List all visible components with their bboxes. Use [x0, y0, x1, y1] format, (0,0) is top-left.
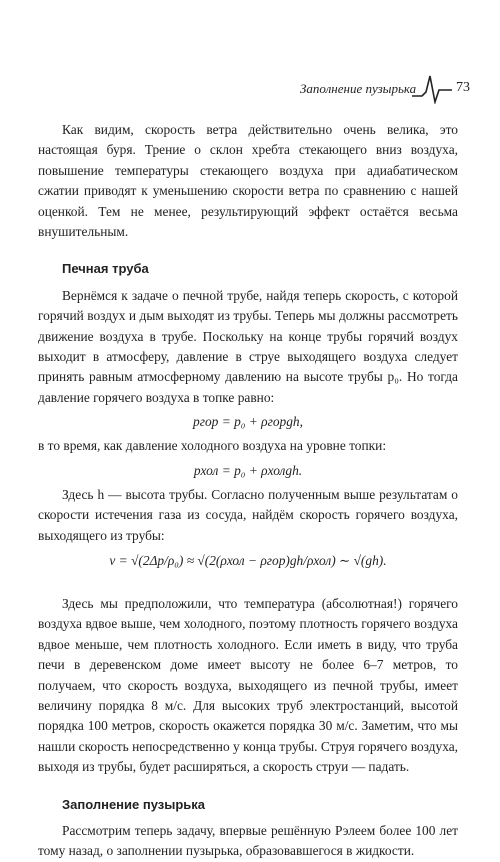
- paragraph: в то время, как давление холодного воздуха на уровне топки:: [38, 438, 387, 454]
- section-heading: Заполнение пузырька: [62, 796, 206, 812]
- page-header: [300, 72, 490, 106]
- running-title: Заполнение пузырька: [300, 81, 417, 96]
- formula: pхол = p₀ + ρхолgh.: [193, 462, 303, 478]
- paragraph: Здесь h — высота трубы. Согласно полученным выше результатам о скорости истечения газа из сосуда, найдём скорость горячего воздуха, выходящего из трубы:: [38, 486, 458, 543]
- section-heading: Печная труба: [62, 261, 149, 277]
- paragraph: Вернёмся к задаче о печной трубе, найдя теперь скорость, с которой горячий воздух и дым выходят из трубы. Теперь мы должны рассмотреть движение воздуха в трубе. Поскольку на конце трубы горячий воздух выходит в атмосферу, давление в струе выходящего воздуха следует принять равным атмосферному давлению на высоте трубы p₀. Но тогда давление горячего воздуха в топке равно:: [38, 287, 458, 405]
- formula: pгор = p₀ + ρгорgh,: [193, 414, 303, 430]
- paragraph: Как видим, скорость ветра действительно очень велика, это настоящая буря. Трение о склон хребта стекающего вниз воздуха, повышение температуры стекающего воздуха при адиабатическом сжатии приводят к уменьшению скорости ветра по сравнению с нашей оценкой. Тем не менее, результирующий эффект остаётся весьма внушительным.: [38, 122, 458, 240]
- page-body: [38, 120, 458, 862]
- formula: v = √(2Δp/ρ₀) ≈ √(2(ρхол − ρгор)gh/ρхол) ∼ √(gh).: [109, 552, 387, 568]
- paragraph: Рассмотрим теперь задачу, впервые решённую Рэлеем более 100 лет тому назад, о заполнении пузырька, образовавшегося в жидкости.: [38, 822, 458, 859]
- paragraph: Здесь мы предположили, что температура (абсолютная!) горячего воздуха вдвое выше, чем холодного, поэтому плотность горячего воздуха вдвое меньше, чем плотность холодного. Если иметь в виду, что труба печи в деревенском доме имеет высоту не более 6–7 метров, то получаем, что скорость воздуха, выходящего из печной трубы, имеет величину порядка 8 м/с. Для высоких труб электростанций, высотой порядка 100 метров, скорость окажется порядка 30 м/с. Заметим, что мы нашли скорость непосредственно у конца трубы. Струя горячего воздуха, выходя из трубы, будет расширяться, а скорость струи — падать.: [38, 595, 458, 775]
- page-number: 73: [456, 80, 470, 95]
- pulse-line-icon: [412, 74, 452, 104]
